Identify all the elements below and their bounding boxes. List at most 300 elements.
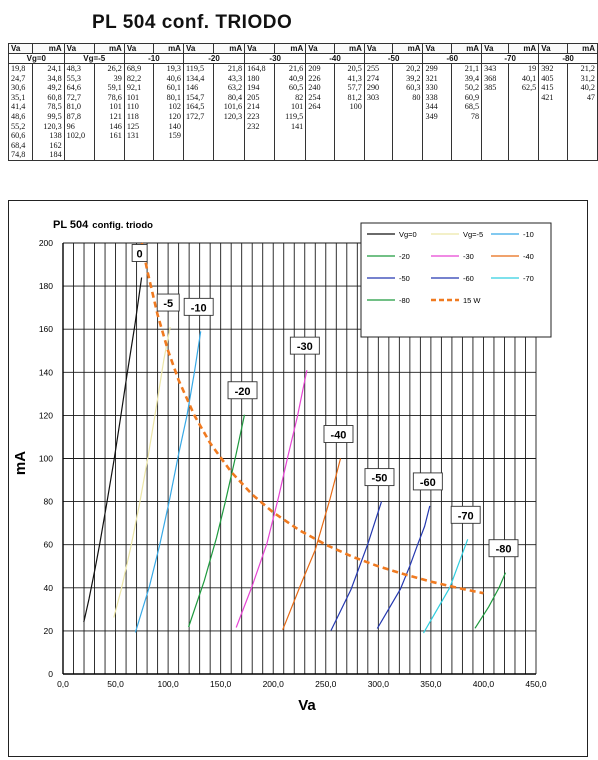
curve-tag-label: -20 <box>234 385 251 398</box>
table-cell-va: 205 <box>245 93 275 103</box>
table-cell-ma <box>567 141 598 151</box>
legend-label: -10 <box>523 230 534 239</box>
table-row <box>9 131 598 141</box>
table-cell-ma: 121 <box>94 112 124 122</box>
table-cell-ma: 161 <box>94 131 124 141</box>
table-cell-va <box>364 150 392 160</box>
table-cell-va: 223 <box>245 112 275 122</box>
table-cell-va <box>539 112 567 122</box>
table-cell-ma: 81,2 <box>334 93 364 103</box>
table-cell-ma: 60,9 <box>451 93 481 103</box>
table-cell-ma: 101 <box>274 102 305 112</box>
table-cell-ma <box>508 102 538 112</box>
curve-tag-label: -60 <box>419 476 436 489</box>
table-cell-ma: 40,6 <box>153 74 183 84</box>
table-cell-va: 154,7 <box>183 93 213 103</box>
table-cell-ma: 49,2 <box>32 83 64 93</box>
table-cell-va <box>482 93 509 103</box>
table-cell-va: 119,5 <box>183 64 213 74</box>
column-header-va: Va <box>364 44 392 54</box>
table-cell-va <box>539 131 567 141</box>
table-cell-va: 110 <box>124 102 153 112</box>
table-cell-ma: 141 <box>274 122 305 132</box>
table-cell-va <box>423 150 451 160</box>
table-cell-ma: 50,2 <box>451 83 481 93</box>
table-cell-ma: 119,5 <box>274 112 305 122</box>
table-cell-va <box>423 122 451 132</box>
column-header-va: Va <box>9 44 33 54</box>
table-row <box>9 122 598 132</box>
table-cell-ma: 41,3 <box>334 74 364 84</box>
x-tick-label: 100,0 <box>157 679 179 689</box>
table-cell-va <box>482 122 509 132</box>
table-cell-ma <box>567 131 598 141</box>
series-line <box>236 370 307 627</box>
table-row <box>9 64 598 74</box>
table-cell-va: 338 <box>423 93 451 103</box>
series-line <box>189 415 245 627</box>
table-cell-ma <box>334 150 364 160</box>
column-header-ma: mA <box>451 44 481 54</box>
y-tick-label: 180 <box>38 281 53 292</box>
table-cell-ma <box>334 122 364 132</box>
table-cell-ma: 78 <box>451 112 481 122</box>
table-cell-ma <box>451 150 481 160</box>
x-tick-label: 450,0 <box>525 679 547 689</box>
table-cell-ma: 80,4 <box>213 93 244 103</box>
grid-voltage-label: -20 <box>183 54 244 64</box>
table-cell-ma <box>567 112 598 122</box>
table-cell-ma: 24,1 <box>32 64 64 74</box>
series-line <box>475 573 506 629</box>
table-cell-va: 232 <box>245 122 275 132</box>
table-cell-va <box>183 131 213 141</box>
table-cell-ma <box>393 131 423 141</box>
table-cell-va <box>539 122 567 132</box>
table-cell-va <box>482 131 509 141</box>
table-cell-va: 349 <box>423 112 451 122</box>
column-header-ma: mA <box>213 44 244 54</box>
table-cell-ma: 31,2 <box>567 74 598 84</box>
table-cell-ma: 60,5 <box>274 83 305 93</box>
table-cell-va: 299 <box>423 64 451 74</box>
table-cell-va: 146 <box>183 83 213 93</box>
table-cell-va <box>364 112 392 122</box>
table-cell-va <box>539 150 567 160</box>
curve-tag-label: -10 <box>190 302 207 315</box>
y-tick-label: 0 <box>48 669 53 679</box>
table-cell-va: 368 <box>482 74 509 84</box>
table-cell-ma: 78,5 <box>32 102 64 112</box>
table-cell-ma <box>508 112 538 122</box>
table-cell-ma <box>274 141 305 151</box>
table-cell-va: 68,9 <box>124 64 153 74</box>
table-cell-va: 240 <box>306 83 334 93</box>
y-tick-label: 60 <box>43 539 53 550</box>
column-header-ma: mA <box>508 44 538 54</box>
y-axis-label: mA <box>12 450 29 476</box>
table-cell-va <box>364 122 392 132</box>
table-cell-va: 134,4 <box>183 74 213 84</box>
curve-tag-label: -30 <box>296 341 313 354</box>
table-row <box>9 83 598 93</box>
x-tick-label: 0,0 <box>57 679 69 689</box>
table-cell-ma <box>153 150 183 160</box>
table-cell-ma: 60,3 <box>393 83 423 93</box>
table-cell-ma: 39 <box>94 74 124 84</box>
table-cell-ma <box>508 131 538 141</box>
x-axis-label: Va <box>298 697 316 714</box>
curve-tag-label: -80 <box>495 543 512 556</box>
table-cell-ma <box>567 150 598 160</box>
table-cell-va: 131 <box>124 131 153 141</box>
table-cell-ma: 19 <box>508 64 538 74</box>
table-cell-va <box>306 131 334 141</box>
column-header-va: Va <box>245 44 275 54</box>
table-cell-va <box>539 102 567 112</box>
table-cell-va: 172,7 <box>183 112 213 122</box>
table-cell-va <box>482 102 509 112</box>
table-cell-va: 209 <box>306 64 334 74</box>
table-cell-va: 48,3 <box>64 64 94 74</box>
table-cell-va <box>306 150 334 160</box>
series-line <box>283 459 341 630</box>
table-cell-ma: 68,5 <box>451 102 481 112</box>
table-cell-va: 274 <box>364 74 392 84</box>
table-cell-va <box>124 150 153 160</box>
table-cell-ma <box>451 141 481 151</box>
anode-characteristics-chart <box>9 201 587 756</box>
grid-voltage-label: -50 <box>364 54 423 64</box>
table-cell-va <box>539 141 567 151</box>
table-cell-va <box>306 141 334 151</box>
table-cell-ma <box>567 102 598 112</box>
table-cell-va: 48,6 <box>9 112 33 122</box>
grid-voltage-label: -60 <box>423 54 482 64</box>
legend-label: Vg=-5 <box>463 230 484 239</box>
table-cell-va: 35,1 <box>9 93 33 103</box>
column-header-va: Va <box>64 44 94 54</box>
table-row <box>9 112 598 122</box>
table-cell-va: 41,4 <box>9 102 33 112</box>
table-cell-va: 303 <box>364 93 392 103</box>
table-cell-va: 321 <box>423 74 451 84</box>
table-cell-va: 255 <box>364 64 392 74</box>
measurements-table <box>8 43 598 161</box>
table-cell-va: 330 <box>423 83 451 93</box>
table-cell-va <box>64 150 94 160</box>
grid-voltage-label: -40 <box>306 54 365 64</box>
table-cell-ma: 120 <box>153 112 183 122</box>
legend-label: -40 <box>523 252 534 261</box>
curve-tag-label: -50 <box>371 472 388 485</box>
column-header-va: Va <box>124 44 153 54</box>
table-cell-va: 24,7 <box>9 74 33 84</box>
table-cell-va: 19,8 <box>9 64 33 74</box>
table-cell-va <box>183 150 213 160</box>
table-cell-va: 64,6 <box>64 83 94 93</box>
x-tick-label: 250,0 <box>315 679 337 689</box>
legend <box>361 223 551 337</box>
table-cell-va: 343 <box>482 64 509 74</box>
legend-label: -30 <box>463 252 474 261</box>
grid-voltage-label: Vg=0 <box>9 54 65 64</box>
table-cell-va <box>364 131 392 141</box>
table-cell-ma: 19,3 <box>153 64 183 74</box>
table-cell-ma: 21,8 <box>213 64 244 74</box>
column-header-ma: mA <box>274 44 305 54</box>
table-cell-ma: 47 <box>567 93 598 103</box>
table-cell-va <box>64 141 94 151</box>
table-cell-ma: 62,5 <box>508 83 538 93</box>
table-cell-ma: 34,8 <box>32 74 64 84</box>
chart-title <box>53 219 153 231</box>
legend-label: -70 <box>523 274 534 283</box>
y-tick-label: 20 <box>43 625 53 636</box>
table-cell-va <box>423 141 451 151</box>
table-cell-va: 194 <box>245 83 275 93</box>
table-cell-ma: 80,1 <box>153 93 183 103</box>
table-cell-va: 164,8 <box>245 64 275 74</box>
table-cell-va: 164,5 <box>183 102 213 112</box>
table-cell-va: 392 <box>539 64 567 74</box>
table-cell-va <box>482 150 509 160</box>
table-cell-ma <box>451 131 481 141</box>
table-cell-ma: 40,2 <box>567 83 598 93</box>
legend-label: -80 <box>399 296 410 305</box>
table-grid-voltage-row <box>9 54 598 64</box>
table-cell-va <box>183 141 213 151</box>
table-cell-va: 421 <box>539 93 567 103</box>
legend-label: 15 W <box>463 296 481 305</box>
table-cell-va <box>482 112 509 122</box>
table-cell-va <box>245 141 275 151</box>
column-header-ma: mA <box>334 44 364 54</box>
table-cell-va: 72,7 <box>64 93 94 103</box>
x-tick-label: 50,0 <box>107 679 124 689</box>
y-tick-label: 160 <box>38 324 53 335</box>
table-cell-va: 82,2 <box>124 74 153 84</box>
table-cell-ma: 80 <box>393 93 423 103</box>
table-cell-ma: 21,2 <box>567 64 598 74</box>
table-cell-va: 30,6 <box>9 83 33 93</box>
curve-tag-label: -5 <box>163 298 174 311</box>
x-tick-label: 150,0 <box>210 679 232 689</box>
table-cell-ma <box>393 112 423 122</box>
grid-voltage-label: -30 <box>245 54 306 64</box>
table-cell-va <box>482 141 509 151</box>
table-cell-ma <box>334 112 364 122</box>
table-cell-ma <box>213 131 244 141</box>
table-cell-va: 96 <box>64 122 94 132</box>
table-cell-ma <box>393 150 423 160</box>
table-cell-ma <box>393 122 423 132</box>
table-cell-ma: 159 <box>153 131 183 141</box>
table-row <box>9 93 598 103</box>
table-cell-va <box>183 122 213 132</box>
table-cell-ma: 99,5 <box>32 112 64 122</box>
page-title: PL 504 conf. TRIODO <box>92 12 293 33</box>
column-header-va: Va <box>423 44 451 54</box>
table-cell-ma: 21,6 <box>274 64 305 74</box>
y-tick-label: 120 <box>38 410 53 421</box>
column-header-ma: mA <box>567 44 598 54</box>
table-cell-ma <box>334 141 364 151</box>
table-cell-ma: 138 <box>32 131 64 141</box>
table-cell-ma <box>393 141 423 151</box>
table-cell-va: 87,8 <box>64 112 94 122</box>
table-cell-va: 92,1 <box>124 83 153 93</box>
x-tick-label: 200,0 <box>262 679 284 689</box>
legend-label: -20 <box>399 252 410 261</box>
column-header-va: Va <box>183 44 213 54</box>
table-cell-ma <box>213 141 244 151</box>
table-row <box>9 150 598 160</box>
table-cell-ma <box>94 150 124 160</box>
y-tick-label: 80 <box>43 496 53 507</box>
table-cell-ma: 39,4 <box>451 74 481 84</box>
table-cell-ma: 60,8 <box>32 93 64 103</box>
table-cell-ma: 20,2 <box>393 64 423 74</box>
chart-title-main: PL 504 <box>53 219 89 231</box>
legend-label: Vg=0 <box>399 230 417 239</box>
y-tick-label: 200 <box>38 238 53 248</box>
table-row <box>9 102 598 112</box>
table-cell-ma <box>274 150 305 160</box>
table-cell-ma: 101 <box>94 102 124 112</box>
table-cell-ma <box>451 122 481 132</box>
y-tick-label: 100 <box>38 453 53 464</box>
table-cell-ma: 101,6 <box>213 102 244 112</box>
table-cell-ma <box>94 141 124 151</box>
table-cell-va: 74,8 <box>9 150 33 160</box>
curve-tag-label: -40 <box>330 429 347 442</box>
table-cell-ma <box>508 141 538 151</box>
table-cell-ma: 102 <box>153 102 183 112</box>
table-cell-va: 214 <box>245 102 275 112</box>
table-cell-ma <box>508 150 538 160</box>
table-cell-ma: 57,7 <box>334 83 364 93</box>
table-cell-va <box>364 141 392 151</box>
table-header-row <box>9 44 598 54</box>
chart-title-suffix: config. triodo <box>92 220 153 231</box>
table-cell-va: 125 <box>124 122 153 132</box>
table-cell-ma: 26,2 <box>94 64 124 74</box>
table-cell-va: 415 <box>539 83 567 93</box>
table-cell-ma: 140 <box>153 122 183 132</box>
table-cell-ma <box>334 131 364 141</box>
chart-panel <box>8 200 588 757</box>
grid-voltage-label: -10 <box>124 54 183 64</box>
table-cell-ma <box>508 122 538 132</box>
table-cell-va <box>245 131 275 141</box>
x-tick-label: 400,0 <box>472 679 495 689</box>
table-cell-va: 81,0 <box>64 102 94 112</box>
table-cell-va: 55,2 <box>9 122 33 132</box>
table-cell-va <box>306 112 334 122</box>
table-cell-va: 226 <box>306 74 334 84</box>
table-cell-ma: 40,1 <box>508 74 538 84</box>
grid-voltage-label: Vg=-5 <box>64 54 124 64</box>
y-tick-label: 140 <box>38 367 53 378</box>
column-header-ma: mA <box>153 44 183 54</box>
table-cell-ma: 82 <box>274 93 305 103</box>
table-cell-va: 254 <box>306 93 334 103</box>
table-cell-ma: 21,1 <box>451 64 481 74</box>
x-tick-label: 350,0 <box>420 679 442 689</box>
table-cell-ma: 162 <box>32 141 64 151</box>
table-cell-va: 102,0 <box>64 131 94 141</box>
curve-tag-label: 0 <box>136 248 143 261</box>
grid-voltage-label: -70 <box>482 54 539 64</box>
table-cell-ma: 40,9 <box>274 74 305 84</box>
legend-label: -60 <box>463 274 474 283</box>
table-cell-ma: 60,1 <box>153 83 183 93</box>
table-cell-ma: 43,3 <box>213 74 244 84</box>
table-cell-ma <box>567 122 598 132</box>
grid-voltage-label: -80 <box>539 54 598 64</box>
table-cell-ma: 63,2 <box>213 83 244 93</box>
table-cell-ma: 100 <box>334 102 364 112</box>
table-cell-va: 405 <box>539 74 567 84</box>
table-cell-va: 68,4 <box>9 141 33 151</box>
table-cell-va: 264 <box>306 102 334 112</box>
table-cell-ma: 20,5 <box>334 64 364 74</box>
table-cell-va: 290 <box>364 83 392 93</box>
table-cell-va <box>364 102 392 112</box>
table-cell-ma: 120,3 <box>213 112 244 122</box>
table-cell-ma <box>508 93 538 103</box>
legend-label: -50 <box>399 274 410 283</box>
table-cell-va: 118 <box>124 112 153 122</box>
table-row <box>9 74 598 84</box>
column-header-ma: mA <box>32 44 64 54</box>
column-header-va: Va <box>539 44 567 54</box>
column-header-ma: mA <box>393 44 423 54</box>
table-row <box>9 141 598 151</box>
table-cell-va: 180 <box>245 74 275 84</box>
curve-tag-label: -70 <box>457 510 474 523</box>
table-cell-ma: 39,2 <box>393 74 423 84</box>
column-header-ma: mA <box>94 44 124 54</box>
y-tick-label: 40 <box>43 582 53 593</box>
table-cell-va: 344 <box>423 102 451 112</box>
table-cell-va: 60,6 <box>9 131 33 141</box>
table-cell-ma: 120,3 <box>32 122 64 132</box>
table-cell-ma <box>393 102 423 112</box>
table-cell-ma: 78,6 <box>94 93 124 103</box>
table-cell-va: 55,3 <box>64 74 94 84</box>
table-cell-ma <box>213 122 244 132</box>
x-tick-label: 300,0 <box>367 679 389 689</box>
column-header-va: Va <box>482 44 509 54</box>
table-cell-ma: 184 <box>32 150 64 160</box>
series-line <box>114 327 170 618</box>
table-body <box>9 64 598 161</box>
table-cell-va <box>423 131 451 141</box>
table-cell-ma <box>153 141 183 151</box>
table-cell-ma: 59,1 <box>94 83 124 93</box>
table-cell-va: 385 <box>482 83 509 93</box>
table-cell-ma <box>274 131 305 141</box>
table-cell-va <box>124 141 153 151</box>
table-cell-ma <box>213 150 244 160</box>
table-cell-va <box>306 122 334 132</box>
table-cell-va: 101 <box>124 93 153 103</box>
column-header-va: Va <box>306 44 334 54</box>
table-cell-ma: 146 <box>94 122 124 132</box>
table-cell-va <box>245 150 275 160</box>
